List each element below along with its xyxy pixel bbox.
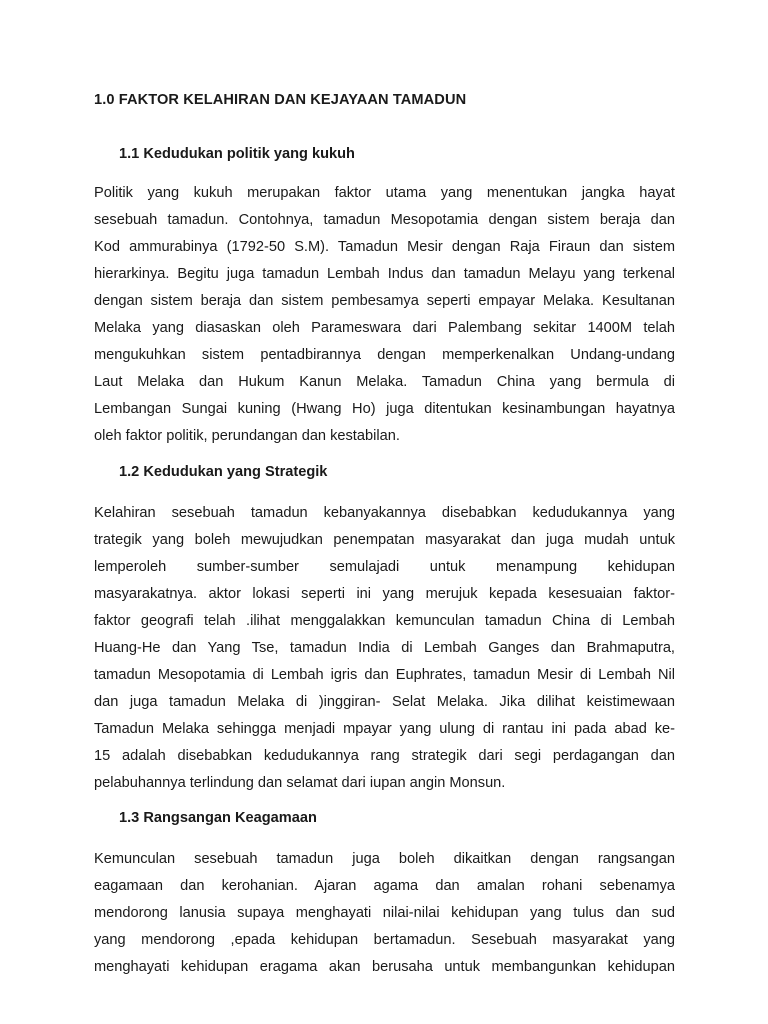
paragraph-line: lemperoleh sumber-sumber semulajadi untuk menampung kehidupan xyxy=(94,559,675,575)
section-paragraph-1-2 xyxy=(94,500,675,797)
paragraph-line: Kod ammurabinya (1792-50 S.M). Tamadun Mesir dengan Raja Firaun dan sistem xyxy=(94,239,675,255)
paragraph-line: dengan sistem beraja dan sistem pembesamya seperti empayar Melaka. Kesultanan xyxy=(94,293,675,309)
paragraph-line: Lembangan Sungai kuning (Hwang Ho) juga ditentukan kesinambungan hayatnya xyxy=(94,401,675,417)
paragraph-line: Melaka yang diasaskan oleh Parameswara dari Palembang sekitar 1400M telah xyxy=(94,320,675,336)
paragraph-line: Laut Melaka dan Hukum Kanun Melaka. Tamadun China yang bermula di xyxy=(94,374,675,390)
section-heading-1-2: 1.2 Kedudukan yang Strategik xyxy=(119,464,328,480)
document-title: 1.0 FAKTOR KELAHIRAN DAN KEJAYAAN TAMADUN xyxy=(94,92,467,108)
paragraph-line: hierarkinya. Begitu juga tamadun Lembah Indus dan tamadun Melayu yang terkenal xyxy=(94,266,675,282)
paragraph-line: mendorong lanusia supaya menghayati nilai-nilai kehidupan yang tulus dan sud xyxy=(94,905,675,921)
paragraph-line: Tamadun Melaka sehingga menjadi mpayar yang ulung di rantau ini pada abad ke- xyxy=(94,721,675,737)
section-heading-1-1: 1.1 Kedudukan politik yang kukuh xyxy=(119,146,355,162)
paragraph-line: trategik yang boleh mewujudkan penempatan masyarakat dan juga mudah untuk xyxy=(94,532,675,548)
paragraph-line: pelabuhannya terlindung dan selamat dari iupan angin Monsun. xyxy=(94,775,506,791)
paragraph-line: Kelahiran sesebuah tamadun kebanyakannya disebabkan kedudukannya yang xyxy=(94,505,675,521)
section-paragraph-1-3 xyxy=(94,846,675,981)
paragraph-line: masyarakatnya. aktor lokasi seperti ini yang merujuk kepada kesesuaian faktor- xyxy=(94,586,675,602)
paragraph-line: eagamaan dan kerohanian. Ajaran agama dan amalan rohani sebenamya xyxy=(94,878,675,894)
section-paragraph-1-1 xyxy=(94,180,675,450)
paragraph-line: oleh faktor politik, perundangan dan kestabilan. xyxy=(94,428,400,444)
paragraph-line: tamadun Mesopotamia di Lembah igris dan Euphrates, tamadun Mesir di Lembah Nil xyxy=(94,667,675,683)
paragraph-line: sesebuah tamadun. Contohnya, tamadun Mesopotamia dengan sistem beraja dan xyxy=(94,212,675,228)
paragraph-line: Politik yang kukuh merupakan faktor utama yang menentukan jangka hayat xyxy=(94,185,675,201)
paragraph-line: menghayati kehidupan eragama akan berusaha untuk membangunkan kehidupan xyxy=(94,959,675,975)
paragraph-line: dan juga tamadun Melaka di )inggiran- Selat Melaka. Jika dilihat keistimewaan xyxy=(94,694,675,710)
paragraph-line: Huang-He dan Yang Tse, tamadun India di Lembah Ganges dan Brahmaputra, xyxy=(94,640,675,656)
section-heading-1-3: 1.3 Rangsangan Keagamaan xyxy=(119,810,317,826)
paragraph-line: faktor geografi telah .ilihat menggalakkan kemunculan tamadun China di Lembah xyxy=(94,613,675,629)
paragraph-line: yang mendorong ,epada kehidupan bertamadun. Sesebuah masyarakat yang xyxy=(94,932,675,948)
paragraph-line: mengukuhkan sistem pentadbirannya dengan memperkenalkan Undang-undang xyxy=(94,347,675,363)
paragraph-line: Kemunculan sesebuah tamadun juga boleh dikaitkan dengan rangsangan xyxy=(94,851,675,867)
paragraph-line: 15 adalah disebabkan kedudukannya rang strategik dari segi perdagangan dan xyxy=(94,748,675,764)
